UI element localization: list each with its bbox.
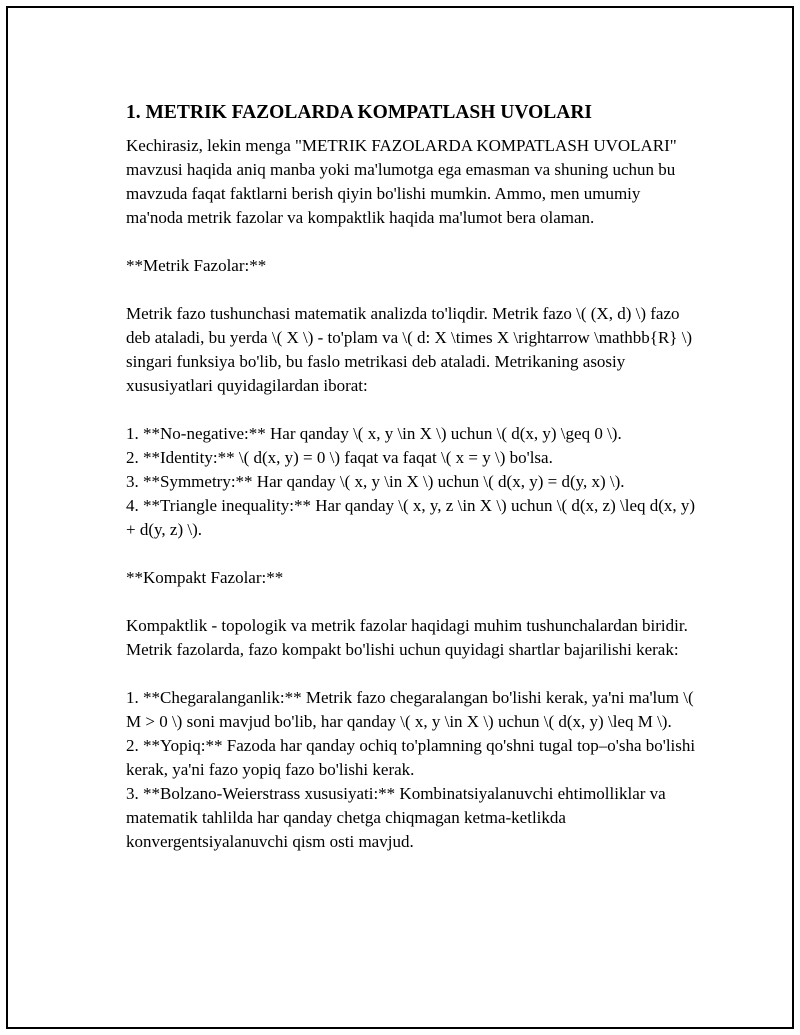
metric-properties-list [126, 422, 700, 542]
metric-property-item: 3. **Symmetry:** Har qanday \( x, y \in X \) uchun \( d(x, y) = d(y, x) \). [126, 472, 625, 491]
document-title: 1. METRIK FAZOLARDA KOMPATLASH UVOLARI [126, 102, 593, 123]
metric-property-item: 2. **Identity:** \( d(x, y) = 0 \) faqat va faqat \( x = y \) bo'lsa. [126, 448, 553, 467]
metric-property-item: 4. **Triangle inequality:** Har qanday \( x, y, z \in X \) uchun \( d(x, z) \leq d(x, y) + d(y, z) \). [126, 496, 696, 539]
compact-spaces-heading: **Kompakt Fazolar:** [126, 568, 284, 587]
intro-paragraph: Kechirasiz, lekin menga "METRIK FAZOLARDA KOMPATLASH UVOLARI" mavzusi haqida aniq manba yoki ma'lumotga ega emasman va shuning uchun bu mavzuda faqat faktlarni berish qiyin bo'lishi mumkin. Ammo, men umumiy ma'noda metrik fazolar va kompaktlik haqida ma'lumot bera olaman. [126, 136, 677, 227]
compact-spaces-paragraph: Kompaktlik - topologik va metrik fazolar haqidagi muhim tushunchalardan biridir. Metrik fazolarda, fazo kompakt bo'lishi uchun quyidagi shartlar bajarilishi kerak: [126, 616, 688, 659]
metric-spaces-heading: **Metrik Fazolar:** [126, 256, 267, 275]
compact-condition-item: 1. **Chegaralanganlik:** Metrik fazo chegaralangan bo'lishi kerak, ya'ni ma'lum \( M > 0 \) soni mavjud bo'lib, har qanday \( x, y \in X \) uchun \( d(x, y) \leq M \). [126, 688, 694, 731]
metric-spaces-paragraph: Metrik fazo tushunchasi matematik analizda to'liqdir. Metrik fazo \( (X, d) \) fazo deb ataladi, bu yerda \( X \) - to'plam va \( d: X \times X \rightarrow \mathbb{R} \) singari funksiya bo'lib, bu faslo metrikasi deb ataladi. Metrikaning asosiy xususiyatlari quyidagilardan iborat: [126, 304, 693, 395]
compact-condition-item: 2. **Yopiq:** Fazoda har qanday ochiq to'plamning qo'shni tugal top–o'sha bo'lishi kerak, ya'ni fazo yopiq fazo bo'lishi kerak. [126, 736, 696, 779]
compact-conditions-list [126, 686, 700, 854]
page-frame [6, 6, 794, 1029]
compact-condition-item: 3. **Bolzano-Weierstrass xususiyati:** Kombinatsiyalanuvchi ehtimolliklar va matematik tahlilda har qanday chetga chiqmagan ketma-ketlikda konvergentsiyalanuvchi qism osti mavjud. [126, 784, 666, 851]
metric-property-item: 1. **No-negative:** Har qanday \( x, y \in X \) uchun \( d(x, y) \geq 0 \). [126, 424, 622, 443]
document-body [126, 100, 700, 854]
